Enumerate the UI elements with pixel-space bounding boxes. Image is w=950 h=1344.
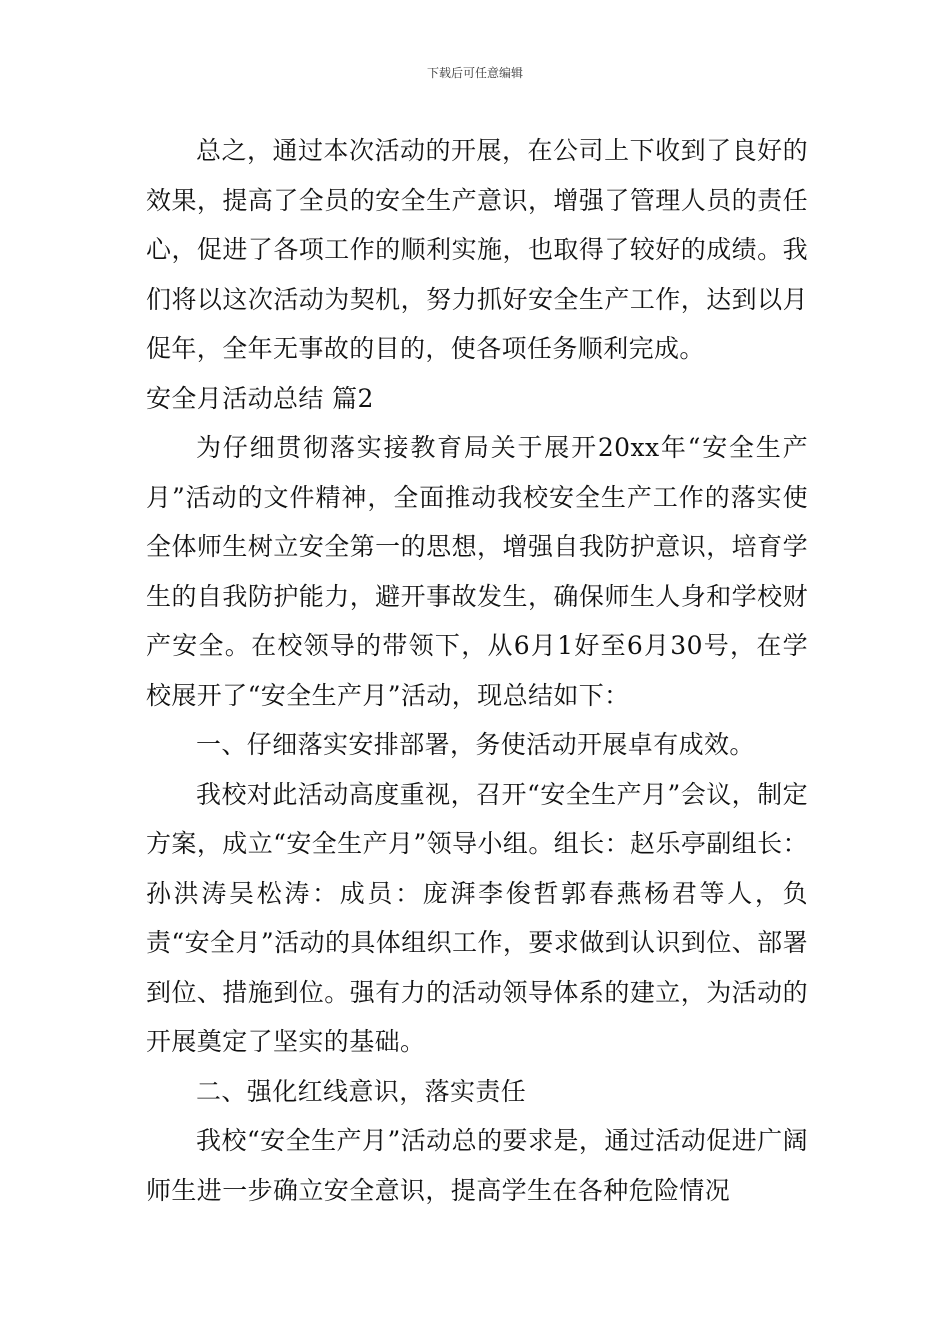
document-body xyxy=(146,126,808,1215)
paragraph-intro: 为仔细贯彻落实接教育局关于展开20xx年“安全生产月”活动的文件精神，全面推动我校安全生产工作的落实使全体师生树立安全第一的思想，增强自我防护意识，培育学生的自我防护能力，避开事故发生，确保师生人身和学校财产安全。在校领导的带领下，从6月1好至6月30号，在学校展开了“安全生产月”活动，现总结如下： xyxy=(146,433,808,710)
paragraph-organization: 我校对此活动高度重视，召开“安全生产月”会议，制定方案，成立“安全生产月”领导小组。组长：赵乐亭副组长：孙洪涛吴松涛：成员：庞湃李俊哲郭春燕杨君等人，负责“安全月”活动的具体组织工作，要求做到认识到位、部署到位、措施到位。强有力的活动领导体系的建立，为活动的开展奠定了坚实的基础。 xyxy=(146,779,808,1056)
heading-one: 一、仔细落实安排部署，务使活动开展卓有成效。 xyxy=(196,730,755,759)
paragraph-requirements: 我校“安全生产月”活动总的要求是，通过活动促进广阔师生进一步确立安全意识，提高学生在各种危险情况 xyxy=(146,1126,808,1205)
heading-two: 二、强化红线意识，落实责任 xyxy=(196,1076,527,1106)
page-header: 下载后可任意编辑 xyxy=(426,66,523,80)
paragraph-summary: 总之，通过本次活动的开展，在公司上下收到了良好的效果，提高了全员的安全生产意识，增强了管理人员的责任心，促进了各项工作的顺利实施，也取得了较好的成绩。我们将以这次活动为契机，努力抓好安全生产工作，达到以月促年，全年无事故的目的，使各项任务顺利完成。 xyxy=(146,136,808,363)
section-title: 安全月活动总结 篇2 xyxy=(146,383,374,413)
